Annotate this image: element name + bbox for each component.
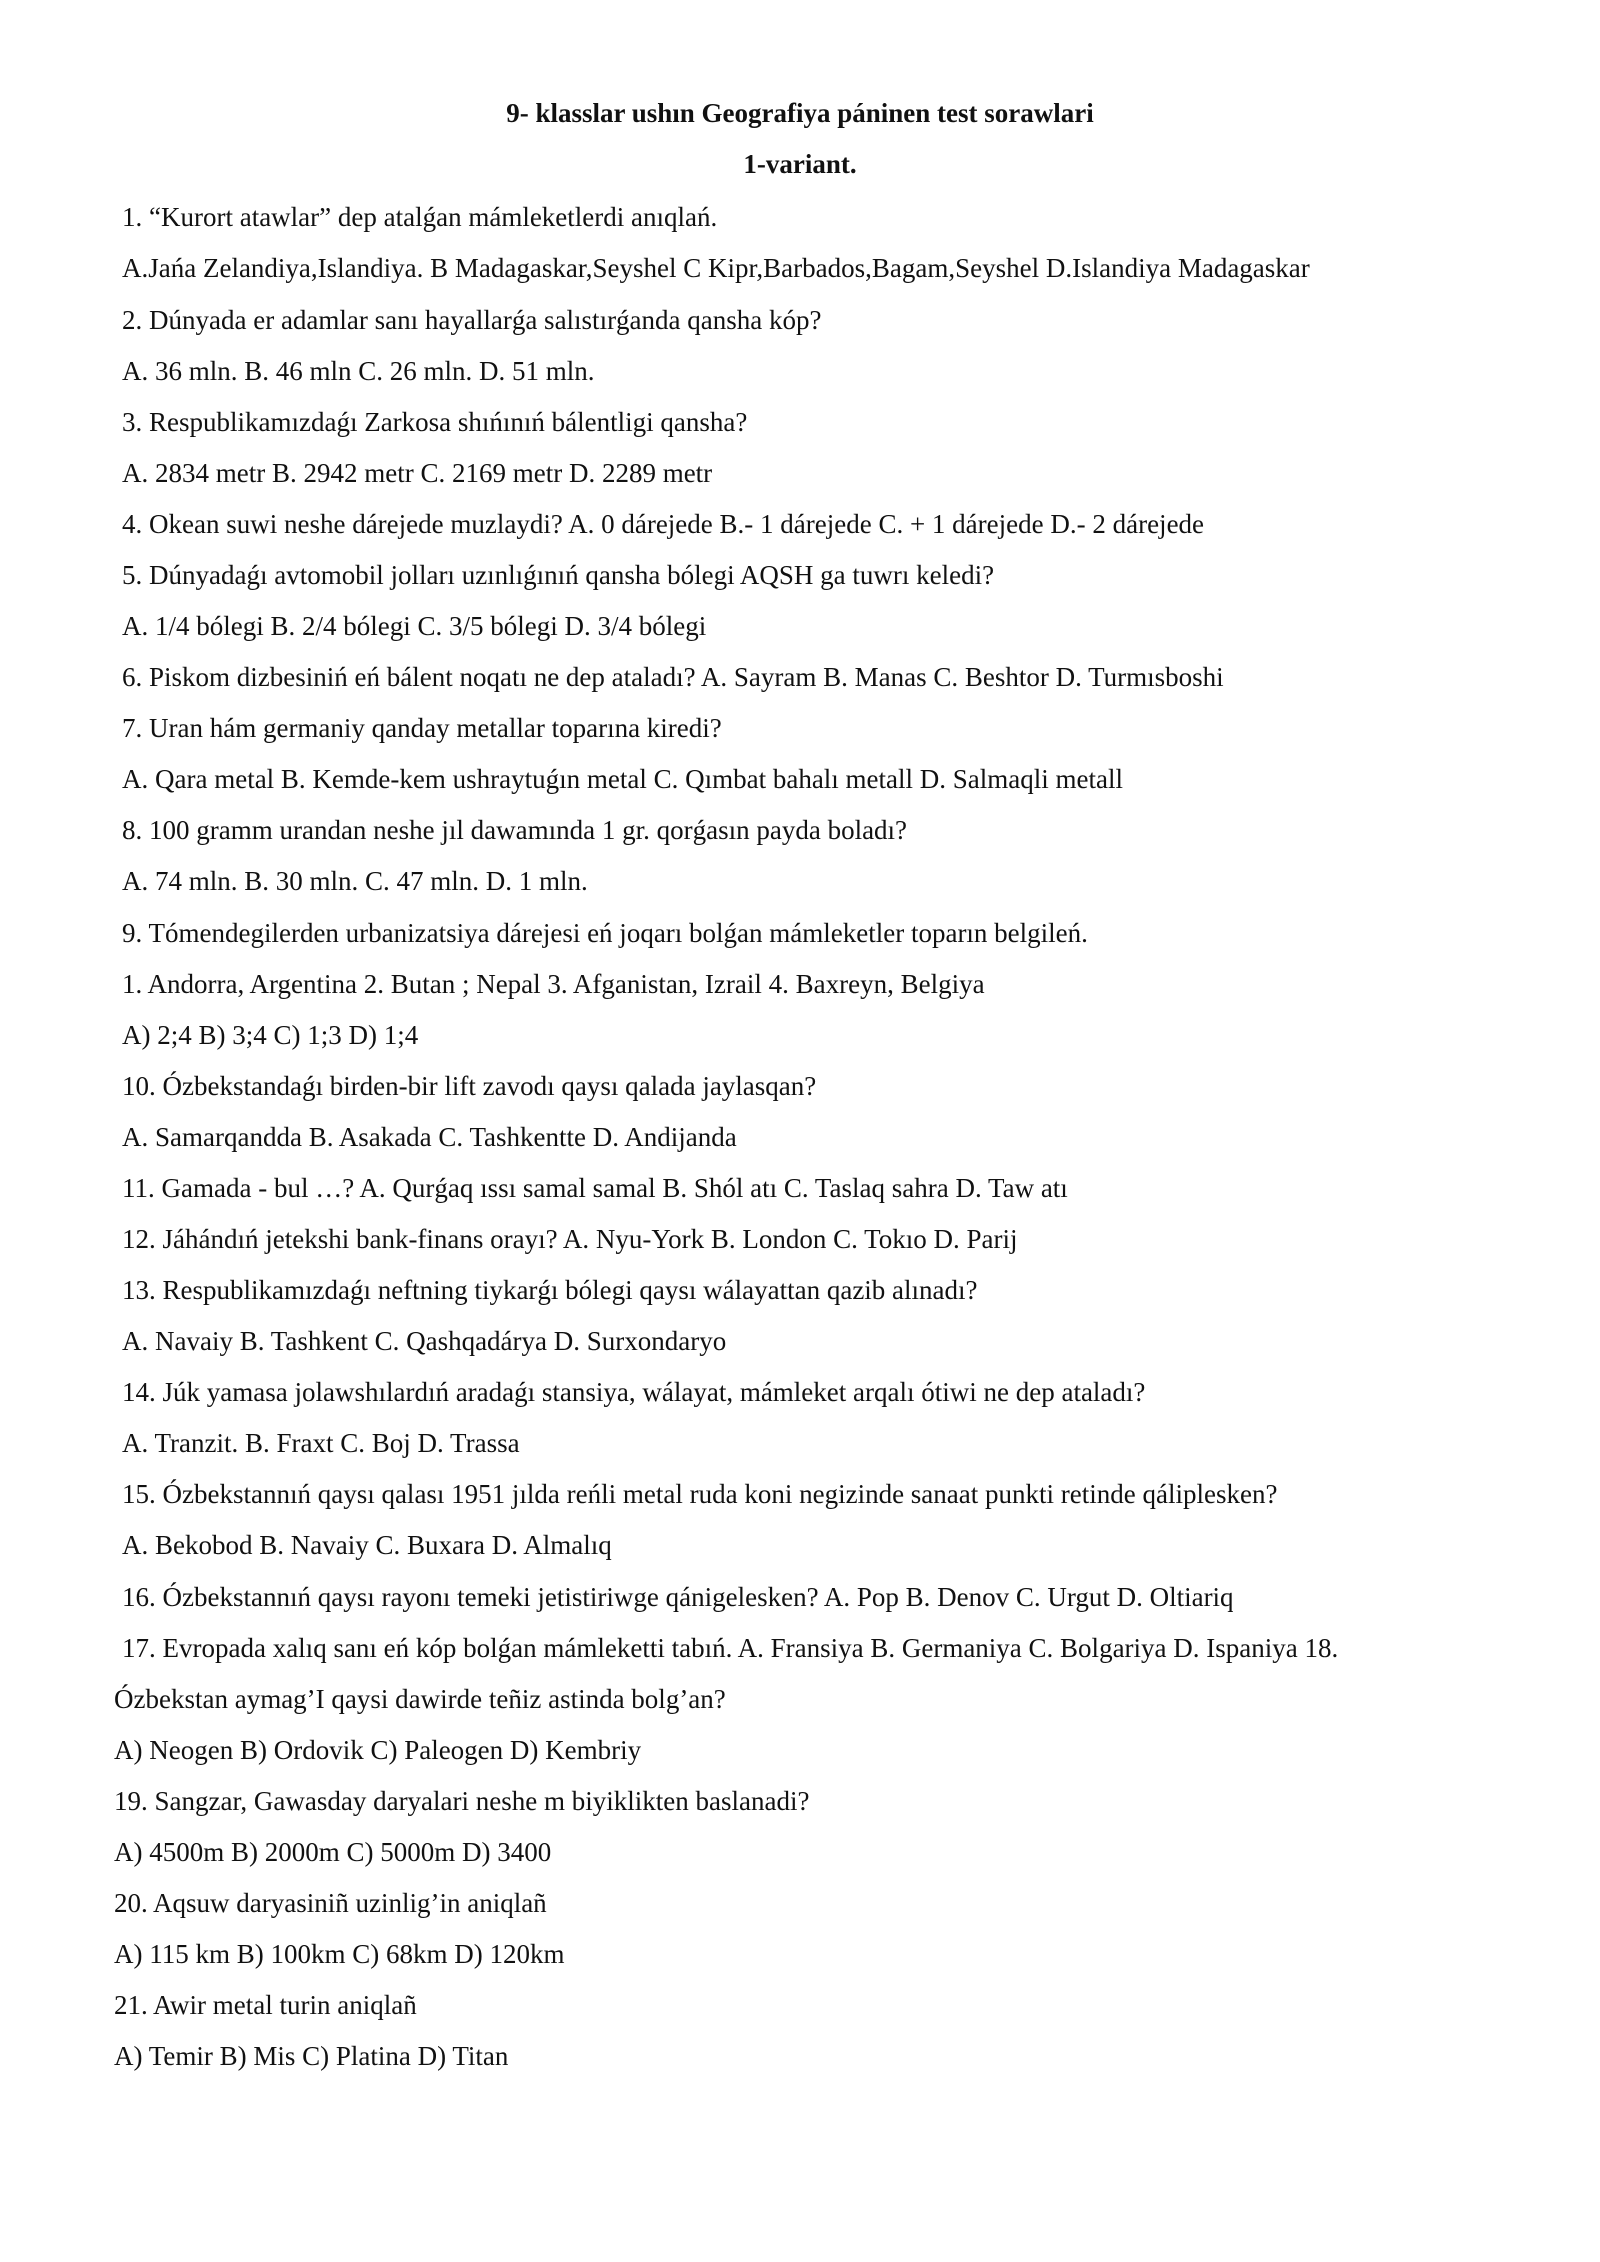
question-8: 8. 100 gramm urandan neshe jıl dawamında 1 gr. qorǵasın payda boladı?: [122, 815, 908, 845]
question-4: 4. Okean suwi neshe dárejede muzlaydi? A. 0 dárejede B.- 1 dárejede C. + 1 dárejede D.- 2 dárejede: [122, 509, 1205, 539]
answers-7: A. Qara metal B. Kemde-kem ushraytuǵın metal C. Qımbat bahalı metall D. Salmaqli metall: [122, 764, 1123, 794]
question-12: 12. Jáhándıń jetekshi bank-finans orayı? A. Nyu-York B. London C. Tokıo D. Parij: [122, 1224, 1018, 1254]
variant-heading: 1-variant.: [743, 149, 857, 179]
answers-8: A. 74 mln. B. 30 mln. C. 47 mln. D. 1 mln.: [122, 866, 588, 896]
question-14: 14. Júk yamasa jolawshılardıń aradaǵı stansiya, wálayat, mámleket arqalı ótiwi ne dep ataladı?: [122, 1377, 1146, 1407]
question-2: 2. Dúnyada er adamlar sanı hayallarǵa salıstırǵanda qansha kóp?: [122, 305, 822, 335]
question-6: 6. Piskom dizbesiniń eń bálent noqatı ne dep ataladı? A. Sayram B. Manas C. Beshtor D. Turmısboshi: [122, 662, 1224, 692]
answers-5: A. 1/4 bólegi B. 2/4 bólegi C. 3/5 bólegi D. 3/4 bólegi: [122, 611, 707, 641]
question-21: 21. Awir metal turin aniqlañ: [114, 1990, 417, 2020]
answers-15: A. Bekobod B. Navaiy C. Buxara D. Almalıq: [122, 1530, 612, 1560]
answers-13: A. Navaiy B. Tashkent C. Qashqadárya D. Surxondaryo: [122, 1326, 727, 1356]
answers-9: A) 2;4 B) 3;4 C) 1;3 D) 1;4: [122, 1020, 419, 1050]
question-19: 19. Sangzar, Gawasday daryalari neshe m biyiklikten baslanadi?: [114, 1786, 810, 1816]
question-11: 11. Gamada - bul …? A. Qurǵaq ıssı samal samal B. Shól atı C. Taslaq sahra D. Taw atı: [122, 1173, 1068, 1203]
question-18: Ózbekstan aymag’I qaysi dawirde teñiz astinda bolg’an?: [114, 1684, 726, 1714]
question-5: 5. Dúnyadaǵı avtomobil jolları uzınlıǵınıń qansha bólegi AQSH ga tuwrı keledi?: [122, 560, 995, 590]
options-9: 1. Andorra, Argentina 2. Butan ; Nepal 3. Afganistan, Izrail 4. Baxreyn, Belgiya: [122, 969, 985, 999]
question-3: 3. Respublikamızdaǵı Zarkosa shıńınıń bálentligi qansha?: [122, 407, 748, 437]
answers-20: A) 115 km B) 100km C) 68km D) 120km: [114, 1939, 565, 1969]
answers-3: A. 2834 metr B. 2942 metr C. 2169 metr D. 2289 metr: [122, 458, 713, 488]
question-13: 13. Respublikamızdaǵı neftning tiykarǵı bólegi qaysı wálayattan qazib alınadı?: [122, 1275, 978, 1305]
answers-21: A) Temir B) Mis C) Platina D) Titan: [114, 2041, 509, 2071]
answers-2: A. 36 mln. B. 46 mln C. 26 mln. D. 51 mln.: [122, 356, 595, 386]
question-16: 16. Ózbekstannıń qaysı rayonı temeki jetistiriwge qánigelesken? A. Pop B. Denov C. Urgut D. Oltiariq: [122, 1582, 1234, 1612]
answers-1: A.Jańa Zelandiya,Islandiya. B Madagaskar,Seyshel C Kipr,Barbados,Bagam,Seyshel D.Islandiya Madagaskar: [122, 253, 1310, 283]
answers-10: A. Samarqandda B. Asakada C. Tashkentte D. Andijanda: [122, 1122, 737, 1152]
question-20: 20. Aqsuw daryasiniñ uzinlig’in aniqlañ: [114, 1888, 547, 1918]
question-10: 10. Ózbekstandaǵı birden-bir lift zavodı qaysı qalada jaylasqan?: [122, 1071, 817, 1101]
answers-18: A) Neogen B) Ordovik C) Paleogen D) Kembriy: [114, 1735, 642, 1765]
question-1: 1. “Kurort atawlar” dep atalǵan mámleketlerdi anıqlań.: [122, 202, 718, 232]
question-7: 7. Uran hám germaniy qanday metallar toparına kiredi?: [122, 713, 722, 743]
question-9: 9. Tómendegilerden urbanizatsiya dárejesi eń joqarı bolǵan mámleketler toparın belgileń.: [122, 918, 1088, 948]
question-15: 15. Ózbekstannıń qaysı qalası 1951 jılda reńli metal ruda koni negizinde sanaat punkti retinde qáliplesken?: [122, 1479, 1278, 1509]
question-17: 17. Evropada xalıq sanı eń kóp bolǵan mámleketti tabıń. A. Fransiya B. Germaniya C. Bolgariya D. Ispaniya 18.: [122, 1633, 1339, 1663]
document-title: 9- klasslar ushın Geografiya páninen test sorawlari: [506, 98, 1094, 128]
answers-19: A) 4500m B) 2000m C) 5000m D) 3400: [114, 1837, 552, 1867]
answers-14: A. Tranzit. B. Fraxt C. Boj D. Trassa: [122, 1428, 520, 1458]
